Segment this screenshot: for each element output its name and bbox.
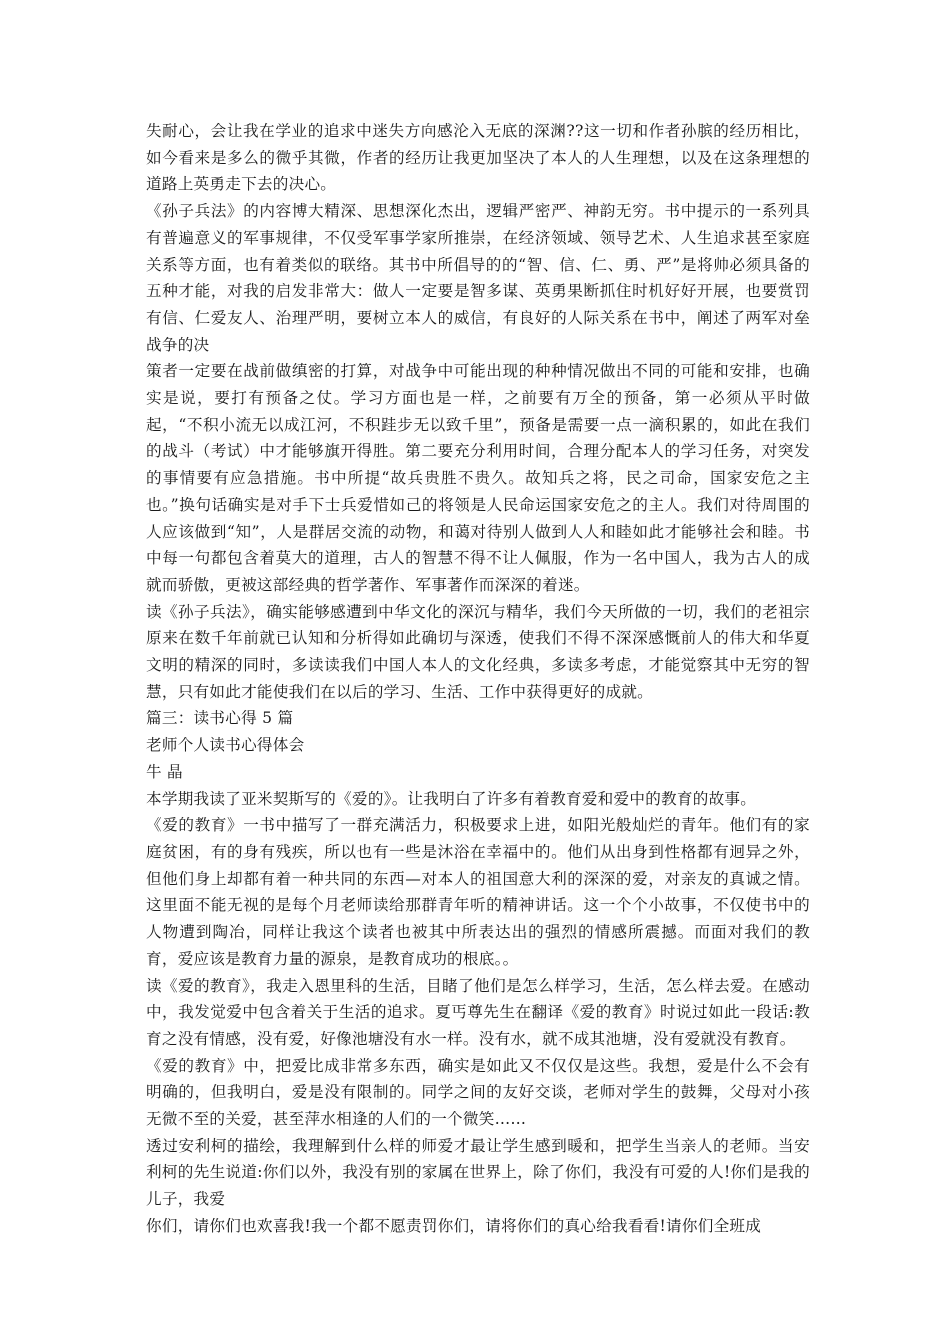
article-title: 老师个人读书心得体会 bbox=[146, 736, 305, 755]
section-heading: 篇三：读书心得 5 篇 bbox=[146, 709, 294, 728]
document-body bbox=[146, 118, 810, 1240]
paragraph-1: 失耐心，会让我在学业的追求中迷失方向感沦入无底的深渊??这一切和作者孙膑的经历相比，如今看来是多么的微乎其微，作者的经历让我更加坚决了本人的人生理想，以及在这条理想的道路上英勇走下去的决心。 bbox=[146, 122, 810, 194]
paragraph-7: 读《爱的教育》，我走入恩里科的生活，目睹了他们是怎么样学习，生活，怎么样去爱。在感动中，我发觉爱中包含着关于生活的追求。夏丐尊先生在翻译《爱的教育》时说过如此一段话:教育之没有情感，没有爱，好像池塘没有水一样。没有水，就不成其池塘，没有爱就没有教育。 bbox=[146, 976, 810, 1048]
paragraph-9: 透过安利柯的描绘，我理解到什么样的师爱才最让学生感到暖和，把学生当亲人的老师。当安利柯的先生说道:你们以外，我没有别的家属在世界上，除了你们，我没有可爱的人!你们是我的儿子，我爱 bbox=[146, 1136, 810, 1209]
paragraph-3: 策者一定要在战前做缜密的打算，对战争中可能出现的种种情况做出不同的可能和安排，也确实是说，要打有预备之仗。学习方面也是一样，之前要有万全的预备，第一必须从平时做起，“不积小流无以成江河，不积跬步无以致千里”，预备是需要一点一滴积累的，如此在我们的战斗（考试）中才能够旗开得胜。第二要充分利用时间，合理分配本人的学习任务，对突发的事情要有应急措施。书中所提“故兵贵胜不贵久。故知兵之将，民之司命，国家安危之主也。”换句话确实是对手下士兵爱惜如己的将领是人民命运国家安危之的主人。我们对待周围的人应该做到“知”，人是群居交流的动物，和蔼对待别人做到人人和睦如此才能够社会和睦。书中每一句都包含着莫大的道理，古人的智慧不得不让人佩服，作为一名中国人，我为古人的成就而骄傲，更被这部经典的哲学著作、军事著作而深深的着迷。 bbox=[146, 362, 810, 594]
paragraph-10: 你们，请你们也欢喜我!我一个都不愿责罚你们，请将你们的真心给我看看!请你们全班成 bbox=[146, 1216, 762, 1235]
paragraph-5: 本学期我读了亚米契斯写的《爱的》。让我明白了许多有着教育爱和爱中的教育的故事。 bbox=[146, 789, 757, 808]
paragraph-4: 读《孙子兵法》，确实能够感遭到中华文化的深沉与精华，我们今天所做的一切，我们的老祖宗原来在数千年前就已认知和分析得如此确切与深透，使我们不得不深深感慨前人的伟大和华夏文明的精深的同时，多读读我们中国人本人的文化经典，多读多考虑，才能觉察其中无穷的智慧，只有如此才能使我们在以后的学习、生活、工作中获得更好的成就。 bbox=[146, 602, 810, 701]
paragraph-2: 《孙子兵法》的内容博大精深、思想深化杰出，逻辑严密严、神韵无穷。书中提示的一系列具有普遍意义的军事规律，不仅受军事学家所推崇，在经济领域、领导艺术、人生追求甚至家庭关系等方面，也有着类似的联络。其书中所倡导的的“智、信、仁、勇、严”是将帅必须具备的五种才能，对我的启发非常大：做人一定要是智多谋、英勇果断抓住时机好好开展，也要赏罚有信、仁爱友人、治理严明，要树立本人的威信，有良好的人际关系在书中，阐述了两军对垒战争的决 bbox=[146, 202, 810, 354]
paragraph-6: 《爱的教育》一书中描写了一群充满活力，积极要求上进，如阳光般灿烂的青年。他们有的家庭贫困，有的身有残疾，所以也有一些是沐浴在幸福中的。他们从出身到性格都有迥异之外，但他们身上却都有着一种共同的东西—对本人的祖国意大利的深深的爱，对亲友的真诚之情。这里面不能无视的是每个月老师读给那群青年听的精神讲话。这一个个小故事，不仅使书中的人物遭到陶冶，同样让我这个读者也被其中所表达出的强烈的情感所震撼。而面对我们的教育，爱应该是教育力量的源泉，是教育成功的根底。。 bbox=[146, 816, 810, 968]
paragraph-8: 《爱的教育》中，把爱比成非常多东西，确实是如此又不仅仅是这些。我想，爱是什么不会有明确的，但我明白，爱是没有限制的。同学之间的友好交谈，老师对学生的鼓舞，父母对小孩无微不至的关爱，甚至萍水相逢的人们的一个微笑…… bbox=[146, 1056, 810, 1129]
author-name: 牛 晶 bbox=[146, 762, 183, 781]
